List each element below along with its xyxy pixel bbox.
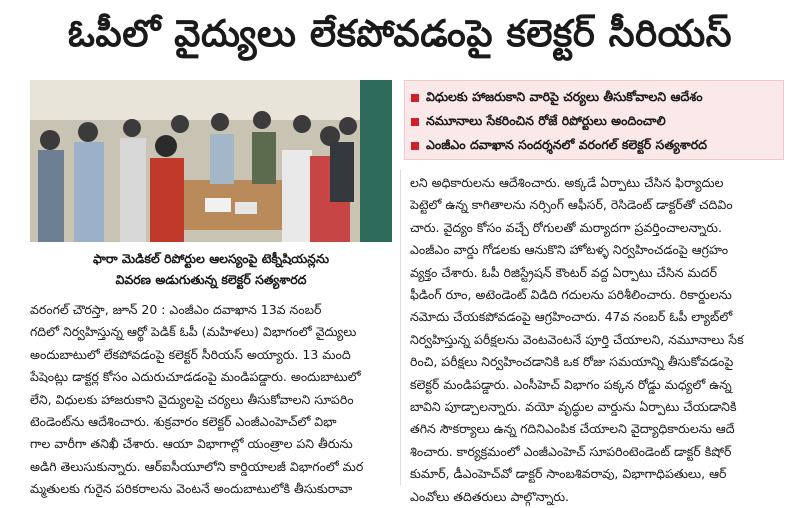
article-line: పేషెంట్లు డాక్టర్ల కోసం ఎదురుచూడడంపై మండిపడ్డారు. అందుబాటులో [30, 369, 361, 385]
highlight-item [411, 135, 777, 157]
highlight-text: విధులకు హాజరుకాని వారిపై చర్యలు తీసుకోవాలని ఆదేశం [426, 88, 703, 104]
article-line: టెండెంట్‌ను ఆదేశించారు. శుక్రవారం కలెక్టర్ ఎంజీఎంహెచ్‌లో విభా [30, 414, 337, 430]
article-column-right [410, 172, 786, 508]
caption-line: ఫారా మెడికల్ రిపోర్టుల ఆలస్యంపై టెక్నీషియన్లను [92, 251, 330, 266]
headline: ఓపీలో వైద్యులు లేకపోవడంపై కలెక్టర్ సీరియస్ [67, 12, 733, 55]
article-line: ఎంజీఎం వార్డు గోడలకు ఆనుకొని హోటళ్ళ నిర్వహించడంపై ఆగ్రహం [410, 242, 729, 258]
highlight-item [411, 111, 777, 133]
article-line: నమోదు చేయకపోవడంపై ఆగ్రహించారు. 47వ నంబర్ ఓపీ ల్యాబ్‌లో [410, 309, 733, 325]
article-line: శించారు. కార్యక్రమంలో ఎంజీఎంహెచ్ సూపరింటెండెంట్ డాక్టర్ కిషోర్ [410, 443, 732, 459]
article-line: లని అధికారులను ఆదేశించారు. అక్కడే ఏర్పాటు చేసిన ఫిర్యాదుల [410, 175, 724, 190]
news-photo [30, 80, 392, 242]
column-divider [400, 170, 401, 485]
article-line: వ్యక్తం చేశారు. ఓపీ రిజిస్ట్రేషన్ కౌంటర్ వద్ద ఏర్పాటు చేసిన మదర్ [410, 264, 717, 280]
article-line: తగిన సౌకర్యాలు ఉన్న గదినిఎంపిక చేయాలని వైద్యాధికారులను ఆదే [410, 421, 735, 437]
highlight-text: ఎంజీఎం దవాఖాన సందర్శనలో వరంగల్ కలెక్టర్ సత్యశారద [426, 136, 707, 152]
article-line: వరంగల్ చౌరస్తా, జూన్ 20 : ఎంజీఎం దవాఖాన 13వ నంబర్ [30, 302, 322, 317]
photo-caption [30, 248, 392, 290]
highlight-item [411, 87, 777, 109]
article-line: కుమార్, డీఎంహెచ్‌వో డాక్టర్ సాంబశివరావు, విభాగాధిపతులు, ఆర్ [410, 466, 727, 482]
article-line: కలెక్టర్ మండిపడ్డారు. ఎంసీహెచ్ విభాగం పక్కన రోడ్డు మధ్యలో ఉన్న [410, 376, 732, 392]
square-bullet-icon [411, 142, 419, 150]
article-line: పెట్టెలో ఉన్న కాగితాలను నర్సింగ్ ఆఫీసర్, రెసిడెంట్ డాక్టర్‌తో చదివిం [410, 197, 733, 213]
article-line: అందుబాటులో లేకపోవడంపై కలెక్టర్ సీరియస్ అయ్యారు. 13 మంది [30, 346, 351, 362]
article-line: చారు. వైద్యం కోసం వచ్చే రోగులతో మర్యాదగా ప్రవర్తించాలన్నారు. [410, 219, 722, 235]
news-photo-illustration [30, 80, 392, 242]
article-line: లేని, విధులకు హాజరుకాని వైద్యులపై చర్యలు తీసుకోవాలని సూపరిం [30, 391, 354, 407]
article-line: అడిగి తెలుసుకున్నారు. ఆర్‌ఐసీయూలోని కార్డియాలజీ విభాగంలో మర [30, 458, 364, 474]
square-bullet-icon [411, 94, 419, 102]
caption-line: వివరణ అడుగుతున్న కలెక్టర్ సత్యశారద [115, 272, 307, 287]
article-line: నిర్వహిస్తున్న పరీక్షలను వెంటవెంటనే పూర్తి చేయాలని, నమూనాలు సేక [410, 331, 744, 347]
article-line: రించి, పరీక్షలు నిర్వహించడానికి ఒక రోజు సమయాన్ని తీసుకోవడంపై [410, 354, 734, 370]
article-line: బావిని పూడ్చాలన్నారు. వయో వృద్ధుల వార్డును ఏర్పాటు చేయడానికి [410, 399, 737, 415]
square-bullet-icon [411, 118, 419, 126]
article-line: ఫీడింగ్ రూం, అటెండెంట్ విడిది గదులను పరిశీలించారు. రికార్డులను [410, 287, 732, 303]
highlight-text: నమూనాలు సేకరించిన రోజే రిపోర్టులు అందించాలి [426, 112, 666, 128]
article-line: గాల వారీగా తనిఖీ చేశారు. ఆయా విభాగాల్లో యంత్రాల పని తీరును [30, 436, 353, 452]
article-line: మ్మతులకు గురైన పరికరాలను వెంటనే అందుబాటులోకి తీసుకురావా [30, 481, 353, 497]
article-line: ఎంవోలు తదితరులు పాల్గొన్నారు. [410, 488, 569, 504]
article-column-left [30, 299, 396, 501]
highlights-box [404, 80, 784, 160]
article-line: గదిలో నిర్వహిస్తున్న ఆర్థో పెడిక్ ఓపీ (మహిళలు) విభాగంలో వైద్యులు [30, 324, 357, 340]
